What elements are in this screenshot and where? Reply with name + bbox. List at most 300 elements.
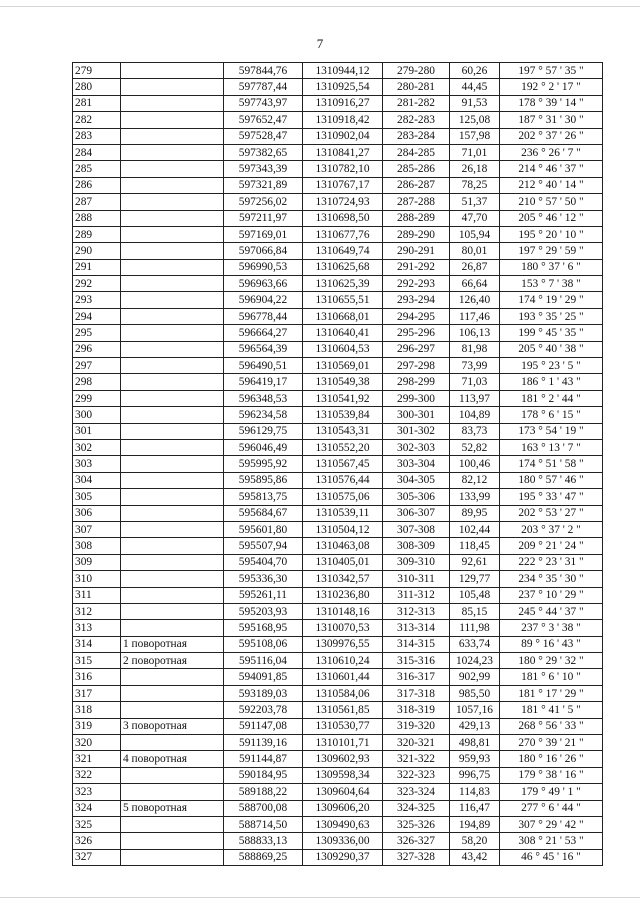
segment-cell: 281-282	[383, 95, 450, 111]
point-number-cell: 317	[73, 685, 121, 701]
direction-angle-cell: 181 ° 17 ' 29 "	[500, 685, 603, 701]
length-cell: 83,73	[450, 423, 500, 439]
direction-angle-cell: 181 ° 2 ' 44 "	[500, 390, 603, 406]
table-row	[73, 128, 603, 144]
length-cell: 43,42	[450, 849, 500, 865]
table-row	[73, 259, 603, 275]
segment-cell: 326-327	[383, 833, 450, 849]
x-coordinate-cell: 597321,89	[224, 177, 303, 193]
x-coordinate-cell: 597382,65	[224, 144, 303, 160]
y-coordinate-cell: 1310543,31	[303, 423, 383, 439]
length-cell: 81,98	[450, 341, 500, 357]
coordinates-table-body	[73, 63, 603, 866]
direction-angle-cell: 178 ° 6 ' 15 "	[500, 407, 603, 423]
point-number-cell: 295	[73, 325, 121, 341]
length-cell: 118,45	[450, 538, 500, 554]
x-coordinate-cell: 592203,78	[224, 702, 303, 718]
table-row	[73, 276, 603, 292]
y-coordinate-cell: 1310782,10	[303, 161, 383, 177]
segment-cell: 309-310	[383, 554, 450, 570]
direction-angle-cell: 193 ° 35 ' 25 "	[500, 308, 603, 324]
y-coordinate-cell: 1310584,06	[303, 685, 383, 701]
point-number-cell: 288	[73, 210, 121, 226]
point-number-cell: 313	[73, 620, 121, 636]
point-number-cell: 314	[73, 636, 121, 652]
x-coordinate-cell: 595995,92	[224, 456, 303, 472]
point-name-cell	[121, 161, 224, 177]
direction-angle-cell: 205 ° 46 ' 12 "	[500, 210, 603, 226]
point-number-cell: 324	[73, 800, 121, 816]
x-coordinate-cell: 591144,87	[224, 751, 303, 767]
point-number-cell: 298	[73, 374, 121, 390]
length-cell: 78,25	[450, 177, 500, 193]
direction-angle-cell: 178 ° 39 ' 14 "	[500, 95, 603, 111]
point-name-cell	[121, 210, 224, 226]
table-row	[73, 751, 603, 767]
length-cell: 102,44	[450, 521, 500, 537]
direction-angle-cell: 307 ° 29 ' 42 "	[500, 816, 603, 832]
x-coordinate-cell: 595261,11	[224, 587, 303, 603]
point-name-cell	[121, 95, 224, 111]
length-cell: 82,12	[450, 472, 500, 488]
point-number-cell: 309	[73, 554, 121, 570]
segment-cell: 291-292	[383, 259, 450, 275]
length-cell: 902,99	[450, 669, 500, 685]
scan-artifact-bottom	[0, 897, 640, 898]
x-coordinate-cell: 597169,01	[224, 226, 303, 242]
x-coordinate-cell: 596234,58	[224, 407, 303, 423]
segment-cell: 324-325	[383, 800, 450, 816]
length-cell: 26,87	[450, 259, 500, 275]
y-coordinate-cell: 1310767,17	[303, 177, 383, 193]
segment-cell: 286-287	[383, 177, 450, 193]
segment-cell: 299-300	[383, 390, 450, 406]
y-coordinate-cell: 1310539,84	[303, 407, 383, 423]
point-number-cell: 327	[73, 849, 121, 865]
table-row	[73, 210, 603, 226]
direction-angle-cell: 186 ° 1 ' 43 "	[500, 374, 603, 390]
direction-angle-cell: 181 ° 41 ' 5 "	[500, 702, 603, 718]
point-number-cell: 283	[73, 128, 121, 144]
point-name-cell	[121, 177, 224, 193]
segment-cell: 294-295	[383, 308, 450, 324]
point-number-cell: 282	[73, 112, 121, 128]
point-name-cell	[121, 243, 224, 259]
point-name-cell	[121, 194, 224, 210]
scan-artifact-top	[0, 6, 640, 7]
length-cell: 100,46	[450, 456, 500, 472]
direction-angle-cell: 195 ° 23 ' 5 "	[500, 358, 603, 374]
point-number-cell: 306	[73, 505, 121, 521]
point-number-cell: 294	[73, 308, 121, 324]
point-number-cell: 300	[73, 407, 121, 423]
x-coordinate-cell: 588700,08	[224, 800, 303, 816]
segment-cell: 303-304	[383, 456, 450, 472]
table-row	[73, 79, 603, 95]
point-name-cell	[121, 816, 224, 832]
x-coordinate-cell: 597066,84	[224, 243, 303, 259]
point-name-cell	[121, 538, 224, 554]
direction-angle-cell: 153 ° 7 ' 38 "	[500, 276, 603, 292]
segment-cell: 325-326	[383, 816, 450, 832]
point-number-cell: 320	[73, 735, 121, 751]
length-cell: 106,13	[450, 325, 500, 341]
length-cell: 116,47	[450, 800, 500, 816]
x-coordinate-cell: 596129,75	[224, 423, 303, 439]
point-number-cell: 289	[73, 226, 121, 242]
point-number-cell: 303	[73, 456, 121, 472]
y-coordinate-cell: 1310601,44	[303, 669, 383, 685]
segment-cell: 300-301	[383, 407, 450, 423]
segment-cell: 317-318	[383, 685, 450, 701]
point-number-cell: 322	[73, 767, 121, 783]
length-cell: 194,89	[450, 816, 500, 832]
table-row	[73, 439, 603, 455]
segment-cell: 320-321	[383, 735, 450, 751]
point-name-cell	[121, 620, 224, 636]
page-number: 7	[316, 36, 324, 51]
direction-angle-cell: 210 ° 57 ' 50 "	[500, 194, 603, 210]
point-name-cell	[121, 276, 224, 292]
point-name-cell	[121, 702, 224, 718]
y-coordinate-cell: 1310925,54	[303, 79, 383, 95]
point-number-cell: 279	[73, 63, 121, 79]
direction-angle-cell: 179 ° 49 ' 1 "	[500, 784, 603, 800]
point-number-cell: 323	[73, 784, 121, 800]
segment-cell: 322-323	[383, 767, 450, 783]
segment-cell: 321-322	[383, 751, 450, 767]
x-coordinate-cell: 596419,17	[224, 374, 303, 390]
x-coordinate-cell: 594091,85	[224, 669, 303, 685]
point-name-cell	[121, 63, 224, 79]
y-coordinate-cell: 1310148,16	[303, 603, 383, 619]
point-number-cell: 285	[73, 161, 121, 177]
length-cell: 1057,16	[450, 702, 500, 718]
y-coordinate-cell: 1310902,04	[303, 128, 383, 144]
x-coordinate-cell: 595203,93	[224, 603, 303, 619]
length-cell: 73,99	[450, 358, 500, 374]
length-cell: 89,95	[450, 505, 500, 521]
x-coordinate-cell: 597256,02	[224, 194, 303, 210]
y-coordinate-cell: 1310610,24	[303, 653, 383, 669]
direction-angle-cell: 203 ° 37 ' 2 "	[500, 521, 603, 537]
x-coordinate-cell: 595168,95	[224, 620, 303, 636]
point-number-cell: 310	[73, 571, 121, 587]
length-cell: 959,93	[450, 751, 500, 767]
table-row	[73, 702, 603, 718]
x-coordinate-cell: 593189,03	[224, 685, 303, 701]
segment-cell: 295-296	[383, 325, 450, 341]
length-cell: 985,50	[450, 685, 500, 701]
point-number-cell: 280	[73, 79, 121, 95]
segment-cell: 298-299	[383, 374, 450, 390]
direction-angle-cell: 197 ° 57 ' 35 "	[500, 63, 603, 79]
point-name-cell	[121, 784, 224, 800]
x-coordinate-cell: 596904,22	[224, 292, 303, 308]
table-row	[73, 423, 603, 439]
segment-cell: 293-294	[383, 292, 450, 308]
length-cell: 60,26	[450, 63, 500, 79]
direction-angle-cell: 46 ° 45 ' 16 "	[500, 849, 603, 865]
point-number-cell: 290	[73, 243, 121, 259]
point-name-cell	[121, 128, 224, 144]
table-row	[73, 685, 603, 701]
point-number-cell: 307	[73, 521, 121, 537]
y-coordinate-cell: 1310567,45	[303, 456, 383, 472]
point-name-cell	[121, 407, 224, 423]
point-name-cell	[121, 833, 224, 849]
y-coordinate-cell: 1310668,01	[303, 308, 383, 324]
point-name-cell	[121, 374, 224, 390]
point-name-cell	[121, 587, 224, 603]
point-name-cell	[121, 259, 224, 275]
length-cell: 117,46	[450, 308, 500, 324]
y-coordinate-cell: 1310576,44	[303, 472, 383, 488]
segment-cell: 327-328	[383, 849, 450, 865]
y-coordinate-cell: 1310649,74	[303, 243, 383, 259]
point-number-cell: 291	[73, 259, 121, 275]
table-row	[73, 144, 603, 160]
table-row	[73, 554, 603, 570]
table-row	[73, 177, 603, 193]
direction-angle-cell: 236 ° 26 ' 7 "	[500, 144, 603, 160]
y-coordinate-cell: 1310724,93	[303, 194, 383, 210]
table-row	[73, 816, 603, 832]
direction-angle-cell: 205 ° 40 ' 38 "	[500, 341, 603, 357]
point-name-cell	[121, 472, 224, 488]
length-cell: 105,94	[450, 226, 500, 242]
coordinates-table	[72, 62, 603, 866]
segment-cell: 282-283	[383, 112, 450, 128]
x-coordinate-cell: 597743,97	[224, 95, 303, 111]
point-name-cell	[121, 226, 224, 242]
length-cell: 996,75	[450, 767, 500, 783]
table-row	[73, 407, 603, 423]
point-name-cell: 4 поворотная	[121, 751, 224, 767]
direction-angle-cell: 195 ° 20 ' 10 "	[500, 226, 603, 242]
segment-cell: 283-284	[383, 128, 450, 144]
x-coordinate-cell: 589188,22	[224, 784, 303, 800]
length-cell: 85,15	[450, 603, 500, 619]
segment-cell: 311-312	[383, 587, 450, 603]
y-coordinate-cell: 1309336,00	[303, 833, 383, 849]
segment-cell: 310-311	[383, 571, 450, 587]
length-cell: 91,53	[450, 95, 500, 111]
direction-angle-cell: 245 ° 44 ' 37 "	[500, 603, 603, 619]
table-row	[73, 472, 603, 488]
segment-cell: 313-314	[383, 620, 450, 636]
x-coordinate-cell: 591147,08	[224, 718, 303, 734]
length-cell: 44,45	[450, 79, 500, 95]
segment-cell: 318-319	[383, 702, 450, 718]
point-number-cell: 302	[73, 439, 121, 455]
x-coordinate-cell: 595507,94	[224, 538, 303, 554]
segment-cell: 289-290	[383, 226, 450, 242]
x-coordinate-cell: 595895,86	[224, 472, 303, 488]
table-row	[73, 161, 603, 177]
point-number-cell: 299	[73, 390, 121, 406]
x-coordinate-cell: 588833,13	[224, 833, 303, 849]
length-cell: 125,08	[450, 112, 500, 128]
point-name-cell	[121, 554, 224, 570]
direction-angle-cell: 173 ° 54 ' 19 "	[500, 423, 603, 439]
y-coordinate-cell: 1310655,51	[303, 292, 383, 308]
point-name-cell	[121, 685, 224, 701]
x-coordinate-cell: 590184,95	[224, 767, 303, 783]
segment-cell: 316-317	[383, 669, 450, 685]
table-row	[73, 505, 603, 521]
point-name-cell	[121, 79, 224, 95]
x-coordinate-cell: 596664,27	[224, 325, 303, 341]
segment-cell: 284-285	[383, 144, 450, 160]
point-number-cell: 319	[73, 718, 121, 734]
length-cell: 52,82	[450, 439, 500, 455]
direction-angle-cell: 181 ° 6 ' 10 "	[500, 669, 603, 685]
point-number-cell: 325	[73, 816, 121, 832]
segment-cell: 297-298	[383, 358, 450, 374]
point-number-cell: 281	[73, 95, 121, 111]
table-row	[73, 571, 603, 587]
segment-cell: 296-297	[383, 341, 450, 357]
table-row	[73, 325, 603, 341]
point-name-cell	[121, 521, 224, 537]
point-name-cell	[121, 423, 224, 439]
segment-cell: 280-281	[383, 79, 450, 95]
length-cell: 66,64	[450, 276, 500, 292]
length-cell: 633,74	[450, 636, 500, 652]
length-cell: 80,01	[450, 243, 500, 259]
segment-cell: 308-309	[383, 538, 450, 554]
y-coordinate-cell: 1310549,38	[303, 374, 383, 390]
point-number-cell: 297	[73, 358, 121, 374]
segment-cell: 301-302	[383, 423, 450, 439]
segment-cell: 314-315	[383, 636, 450, 652]
point-name-cell	[121, 292, 224, 308]
direction-angle-cell: 197 ° 29 ' 59 "	[500, 243, 603, 259]
x-coordinate-cell: 596046,49	[224, 439, 303, 455]
table-row	[73, 95, 603, 111]
x-coordinate-cell: 596778,44	[224, 308, 303, 324]
x-coordinate-cell: 595108,06	[224, 636, 303, 652]
direction-angle-cell: 187 ° 31 ' 30 "	[500, 112, 603, 128]
segment-cell: 292-293	[383, 276, 450, 292]
y-coordinate-cell: 1310070,53	[303, 620, 383, 636]
x-coordinate-cell: 596990,53	[224, 259, 303, 275]
table-row	[73, 521, 603, 537]
direction-angle-cell: 222 ° 23 ' 31 "	[500, 554, 603, 570]
y-coordinate-cell: 1310463,08	[303, 538, 383, 554]
table-row	[73, 243, 603, 259]
y-coordinate-cell: 1310625,68	[303, 259, 383, 275]
segment-cell: 288-289	[383, 210, 450, 226]
segment-cell: 304-305	[383, 472, 450, 488]
table-row	[73, 718, 603, 734]
point-name-cell	[121, 849, 224, 865]
direction-angle-cell: 209 ° 21 ' 24 "	[500, 538, 603, 554]
segment-cell: 302-303	[383, 439, 450, 455]
length-cell: 58,20	[450, 833, 500, 849]
length-cell: 114,83	[450, 784, 500, 800]
table-row	[73, 653, 603, 669]
segment-cell: 323-324	[383, 784, 450, 800]
table-row	[73, 456, 603, 472]
point-number-cell: 286	[73, 177, 121, 193]
direction-angle-cell: 174 ° 19 ' 29 "	[500, 292, 603, 308]
direction-angle-cell: 237 ° 10 ' 29 "	[500, 587, 603, 603]
point-name-cell	[121, 669, 224, 685]
point-number-cell: 287	[73, 194, 121, 210]
x-coordinate-cell: 595116,04	[224, 653, 303, 669]
y-coordinate-cell: 1310698,50	[303, 210, 383, 226]
direction-angle-cell: 180 ° 57 ' 46 "	[500, 472, 603, 488]
point-number-cell: 321	[73, 751, 121, 767]
length-cell: 1024,23	[450, 653, 500, 669]
table-row	[73, 636, 603, 652]
table-row	[73, 63, 603, 79]
x-coordinate-cell: 597528,47	[224, 128, 303, 144]
table-row	[73, 374, 603, 390]
y-coordinate-cell: 1310541,92	[303, 390, 383, 406]
direction-angle-cell: 180 ° 16 ' 26 "	[500, 751, 603, 767]
y-coordinate-cell: 1310916,27	[303, 95, 383, 111]
point-number-cell: 284	[73, 144, 121, 160]
direction-angle-cell: 89 ° 16 ' 43 "	[500, 636, 603, 652]
length-cell: 51,37	[450, 194, 500, 210]
x-coordinate-cell: 596564,39	[224, 341, 303, 357]
y-coordinate-cell: 1310236,80	[303, 587, 383, 603]
point-name-cell	[121, 325, 224, 341]
point-name-cell: 1 поворотная	[121, 636, 224, 652]
y-coordinate-cell: 1309598,34	[303, 767, 383, 783]
x-coordinate-cell: 588869,25	[224, 849, 303, 865]
point-name-cell	[121, 112, 224, 128]
direction-angle-cell: 180 ° 37 ' 6 "	[500, 259, 603, 275]
table-row	[73, 112, 603, 128]
y-coordinate-cell: 1309604,64	[303, 784, 383, 800]
length-cell: 111,98	[450, 620, 500, 636]
direction-angle-cell: 270 ° 39 ' 21 "	[500, 735, 603, 751]
direction-angle-cell: 202 ° 53 ' 27 "	[500, 505, 603, 521]
table-row	[73, 538, 603, 554]
direction-angle-cell: 174 ° 51 ' 58 "	[500, 456, 603, 472]
length-cell: 92,61	[450, 554, 500, 570]
table-row	[73, 489, 603, 505]
point-name-cell	[121, 767, 224, 783]
y-coordinate-cell: 1310530,77	[303, 718, 383, 734]
point-number-cell: 312	[73, 603, 121, 619]
point-number-cell: 326	[73, 833, 121, 849]
y-coordinate-cell: 1310552,20	[303, 439, 383, 455]
y-coordinate-cell: 1310604,53	[303, 341, 383, 357]
point-name-cell	[121, 571, 224, 587]
length-cell: 498,81	[450, 735, 500, 751]
direction-angle-cell: 268 ° 56 ' 33 "	[500, 718, 603, 734]
y-coordinate-cell: 1309290,37	[303, 849, 383, 865]
x-coordinate-cell: 596490,51	[224, 358, 303, 374]
y-coordinate-cell: 1310342,57	[303, 571, 383, 587]
point-name-cell	[121, 735, 224, 751]
table-row	[73, 341, 603, 357]
table-row	[73, 587, 603, 603]
point-name-cell: 3 поворотная	[121, 718, 224, 734]
table-row	[73, 669, 603, 685]
point-name-cell	[121, 505, 224, 521]
length-cell: 133,99	[450, 489, 500, 505]
point-name-cell	[121, 358, 224, 374]
point-name-cell: 5 поворотная	[121, 800, 224, 816]
table-row	[73, 308, 603, 324]
y-coordinate-cell: 1310640,41	[303, 325, 383, 341]
